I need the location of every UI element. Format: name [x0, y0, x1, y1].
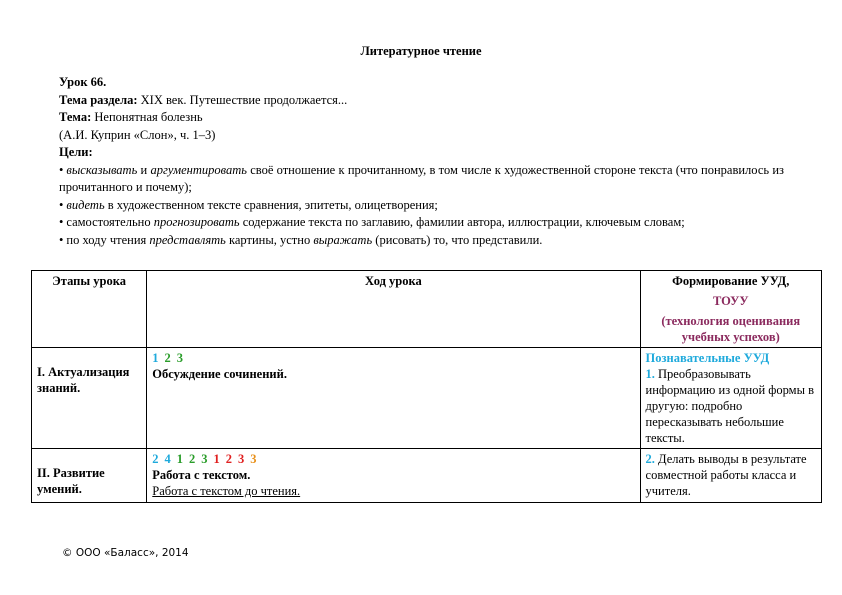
uud-text: 1. Преобразовывать информацию из одной формы в другую: подробно пересказывать небольшие тексты.: [645, 367, 815, 445]
process-content: Обсуждение сочинений.: [152, 367, 287, 381]
topic-label: Тема:: [59, 110, 92, 124]
touu-label: ТОУУ: [712, 294, 749, 308]
process-cell: [147, 348, 640, 449]
footer-copyright: © ООО «Баласс», 2014: [62, 547, 189, 559]
source: (А.И. Куприн «Слон», ч. 1–3): [59, 127, 216, 142]
uud-cell: [640, 449, 821, 503]
goal-item: • высказывать и аргументировать своё отношение к прочитанному, в том числе к художественной стороне текста (что понравилось из прочитанного и почему);: [59, 162, 784, 194]
score-numbers: 1 2 3: [152, 351, 184, 365]
uud-text: 2. Делать выводы в результате совместной работы класса и учителя.: [645, 452, 807, 498]
topic-value: Непонятная болезнь: [94, 110, 203, 124]
bullet-icon: •: [59, 232, 64, 247]
table-row: [32, 449, 822, 503]
score-numbers: 2 4 1 2 3 1 2 3 3: [152, 452, 257, 466]
lesson-header: [59, 74, 784, 249]
goal-item: • самостоятельно прогнозировать содержание текста по заглавию, фамилии автора, иллюстрации, ключевым словам;: [59, 215, 685, 229]
section-label: Тема раздела:: [59, 92, 138, 107]
stage-title: II. Развитие умений.: [37, 466, 105, 496]
stage-cell: [32, 348, 147, 449]
bullet-icon: •: [59, 215, 64, 229]
page-title: Литературное чтение: [360, 44, 482, 58]
stage-title: I. Актуализация знаний.: [37, 365, 130, 395]
lesson-table: [31, 270, 822, 503]
bullet-icon: •: [59, 197, 64, 212]
header-process: Ход урока: [147, 271, 640, 348]
process-subcontent: Работа с текстом до чтения.: [152, 484, 301, 498]
uud-title: Познавательные УУД: [645, 351, 770, 365]
process-cell: [147, 449, 640, 503]
goal-item: • видеть в художественном тексте сравнения, эпитеты, олицетворения;: [59, 197, 438, 212]
goals-label: Цели:: [59, 145, 93, 159]
uud-cell: [640, 348, 821, 449]
stage-cell: [32, 449, 147, 503]
table-header-row: [32, 271, 822, 348]
section-value: XIX век. Путешествие продолжается...: [140, 92, 348, 107]
header-stages: Этапы урока: [32, 271, 147, 348]
touu-full: (технология оценивания учебных успехов): [661, 314, 801, 344]
table-row: [32, 348, 822, 449]
lesson-number: Урок 66.: [59, 75, 107, 89]
bullet-icon: •: [59, 162, 64, 177]
goal-item: • по ходу чтения представлять картины, устно выражать (рисовать) то, что представили.: [59, 232, 543, 247]
header-uud: Формирование УУД, ТОУУ (технология оценивания учебных успехов): [640, 271, 821, 348]
process-content: Работа с текстом.: [152, 468, 251, 482]
